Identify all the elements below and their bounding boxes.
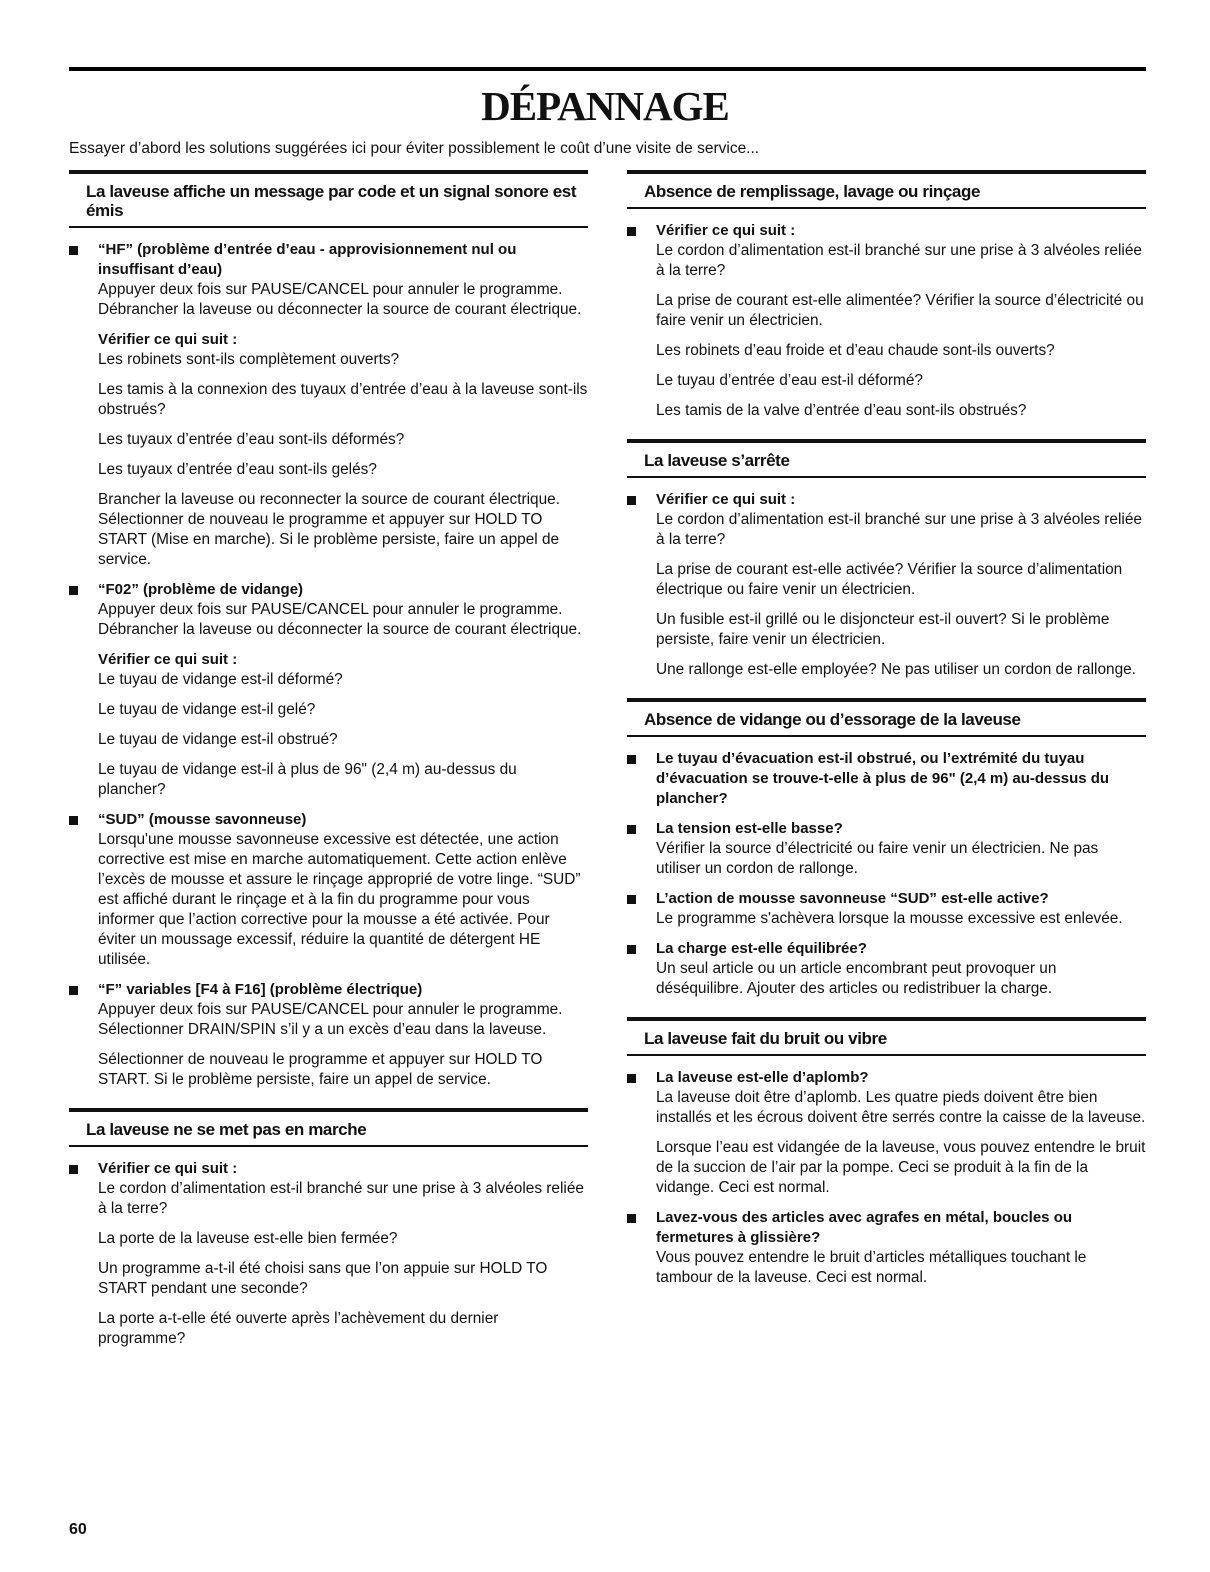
item-text: La laveuse doit être d’aplomb. Les quatre pieds doivent être bien installés et les écrous doivent être serrés contre la caisse de la laveuse. (656, 1089, 1146, 1126)
section-noise (627, 1068, 1146, 1288)
item-text: Les tuyaux d’entrée d’eau sont-ils gelés? (98, 461, 377, 478)
item-text: La porte a-t-elle été ouverte après l’achèvement du dernier programme? (98, 1310, 499, 1347)
item-label: Vérifier ce qui suit : (656, 491, 796, 508)
section-no-fill (627, 221, 1146, 421)
item-label: “F” variables [F4 à F16] (problème électrique) (98, 981, 423, 998)
item-label: L’action de mousse savonneuse “SUD” est-elle active? (656, 890, 1049, 907)
page-title: DÉPANNAGE (481, 83, 729, 129)
list-item (627, 490, 1146, 680)
section-heading-washer-stops: La laveuse s’arrête (627, 439, 1146, 478)
list-item (627, 939, 1146, 999)
section-code-message (69, 240, 588, 1090)
item-text: Appuyer deux fois sur PAUSE/CANCEL pour annuler le programme. Sélectionner DRAIN/SPIN s’il y a un excès d’eau dans la laveuse. (98, 1001, 563, 1038)
item-label: “SUD” (mousse savonneuse) (98, 811, 307, 828)
item-text: Le programme s'achèvera lorsque la mousse excessive est enlevée. (656, 910, 1123, 927)
item-text: Un programme a-t-il été choisi sans que l’on appuie sur HOLD TO START pendant une seconde? (98, 1260, 548, 1297)
item-text: Brancher la laveuse ou reconnecter la source de courant électrique. Sélectionner de nouveau le programme et appuyer sur HOLD TO START (Mise en marche). Si le problème persiste, faire un appel de service. (98, 491, 560, 568)
item-text: La prise de courant est-elle alimentée? Vérifier la source d’électricité ou faire venir un électricien. (656, 292, 1144, 329)
item-text: Vérifier la source d’électricité ou faire venir un électricien. Ne pas utiliser un cordon de rallonge. (656, 840, 1099, 877)
square-bullet-icon (69, 816, 78, 825)
square-bullet-icon (627, 1074, 636, 1083)
item-text: Un seul article ou un article encombrant peut provoquer un déséquilibre. Ajouter des articles ou redistribuer la charge. (656, 960, 1057, 997)
square-bullet-icon (69, 1165, 78, 1174)
section-no-start (69, 1159, 588, 1349)
item-text: Le cordon d’alimentation est-il branché sur une prise à 3 alvéoles reliée à la terre? (656, 242, 1142, 279)
item-text: Le cordon d’alimentation est-il branché sur une prise à 3 alvéoles reliée à la terre? (656, 511, 1142, 548)
item-text: Les tamis de la valve d’entrée d’eau sont-ils obstrués? (656, 402, 1027, 419)
left-column (69, 170, 588, 1367)
item-label: Le tuyau d’évacuation est-il obstrué, ou l’extrémité du tuyau d’évacuation se trouve-t-elle à plus de 96" (2,4 m) au-dessus du plancher? (656, 750, 1110, 807)
item-text: Lorsqu'une mousse savonneuse excessive est détectée, une action corrective est mise en marche automatiquement. Cette action enlève l’excès de mousse et assure le rinçage approprié de votre linge. “SUD” est affiché durant le rinçage et à la fin du programme pour vous informer que l’action corrective pour la mousse a été activée. Pour éviter un moussage excessif, réduire la quantité de détergent HE utilisée. (98, 831, 581, 968)
item-text: Le cordon d’alimentation est-il branché sur une prise à 3 alvéoles reliée à la terre? (98, 1180, 584, 1217)
list-item (69, 1159, 588, 1349)
item-text: Les tuyaux d’entrée d’eau sont-ils déformés? (98, 431, 405, 448)
right-column (627, 170, 1146, 1306)
item-text: Le tuyau de vidange est-il déformé? (98, 671, 343, 688)
item-text: Les robinets sont-ils complètement ouverts? (98, 351, 400, 368)
square-bullet-icon (69, 246, 78, 255)
item-label: “HF” (problème d’entrée d’eau - approvisionnement nul ou insuffisant d’eau) (98, 241, 517, 278)
item-text: Le tuyau de vidange est-il gelé? (98, 701, 316, 718)
item-text: Une rallonge est-elle employée? Ne pas utiliser un cordon de rallonge. (656, 661, 1136, 678)
square-bullet-icon (627, 496, 636, 505)
item-text: Les tamis à la connexion des tuyaux d’entrée d’eau à la laveuse sont-ils obstrués? (98, 381, 588, 418)
item-text: La porte de la laveuse est-elle bien fermée? (98, 1230, 398, 1247)
list-item (627, 221, 1146, 421)
item-text: Appuyer deux fois sur PAUSE/CANCEL pour annuler le programme. Débrancher la laveuse ou déconnecter la source de courant électrique. (98, 601, 582, 638)
item-label: La charge est-elle équilibrée? (656, 940, 867, 957)
list-item (627, 1208, 1146, 1288)
square-bullet-icon (627, 825, 636, 834)
list-item-f02 (69, 580, 588, 800)
item-text: Un fusible est-il grillé ou le disjoncteur est-il ouvert? Si le problème persiste, faire venir un électricien. (656, 611, 1110, 648)
section-heading-no-fill: Absence de remplissage, lavage ou rinçage (627, 170, 1146, 209)
section-heading-code-message: La laveuse affiche un message par code et un signal sonore est émis (69, 170, 588, 228)
square-bullet-icon (69, 986, 78, 995)
list-item-f-variables (69, 980, 588, 1090)
item-label: La laveuse est-elle d’aplomb? (656, 1069, 869, 1086)
top-rule (69, 67, 1146, 71)
item-text: La prise de courant est-elle activée? Vérifier la source d’alimentation électrique ou faire venir un électricien. (656, 561, 1123, 598)
section-heading-no-start: La laveuse ne se met pas en marche (69, 1108, 588, 1147)
section-washer-stops (627, 490, 1146, 680)
item-label: Vérifier ce qui suit : (98, 1160, 238, 1177)
section-no-drain (627, 749, 1146, 999)
item-text: Le tuyau de vidange est-il à plus de 96" (2,4 m) au-dessus du plancher? (98, 761, 517, 798)
item-label: Lavez-vous des articles avec agrafes en métal, boucles ou fermetures à glissière? (656, 1209, 1073, 1246)
section-heading-noise: La laveuse fait du bruit ou vibre (627, 1017, 1146, 1056)
item-label: “F02” (problème de vidange) (98, 581, 304, 598)
list-item (627, 1068, 1146, 1198)
item-text: Lorsque l’eau est vidangée de la laveuse, vous pouvez entendre le bruit de la succion de l’air par la pompe. Ceci se produit à la fin de la vidange. Ceci est normal. (656, 1139, 1146, 1196)
item-text: Le tuyau de vidange est-il obstrué? (98, 731, 338, 748)
page-number: 60 (69, 1521, 87, 1538)
item-text: Vous pouvez entendre le bruit d’articles métalliques touchant le tambour de la laveuse. Ceci est normal. (656, 1249, 1087, 1286)
list-item-hf (69, 240, 588, 570)
list-item-sud (69, 810, 588, 970)
check-label: Vérifier ce qui suit : (98, 331, 238, 348)
section-heading-no-drain: Absence de vidange ou d’essorage de la laveuse (627, 698, 1146, 737)
list-item (627, 819, 1146, 879)
square-bullet-icon (627, 945, 636, 954)
check-label: Vérifier ce qui suit : (98, 651, 238, 668)
item-text: Sélectionner de nouveau le programme et appuyer sur HOLD TO START. Si le problème persiste, faire un appel de service. (98, 1051, 543, 1088)
square-bullet-icon (627, 1214, 636, 1223)
item-text: Appuyer deux fois sur PAUSE/CANCEL pour annuler le programme. Débrancher la laveuse ou déconnecter la source de courant électrique. (98, 281, 582, 318)
square-bullet-icon (627, 227, 636, 236)
square-bullet-icon (69, 586, 78, 595)
item-text: Les robinets d’eau froide et d’eau chaude sont-ils ouverts? (656, 342, 1055, 359)
square-bullet-icon (627, 895, 636, 904)
list-item (627, 889, 1146, 929)
item-text: Le tuyau d’entrée d’eau est-il déformé? (656, 372, 923, 389)
square-bullet-icon (627, 755, 636, 764)
item-label: Vérifier ce qui suit : (656, 222, 796, 239)
intro-text: Essayer d’abord les solutions suggérées ici pour éviter possiblement le coût d’une visite de service... (69, 140, 760, 157)
item-label: La tension est-elle basse? (656, 820, 843, 837)
list-item (627, 749, 1146, 809)
